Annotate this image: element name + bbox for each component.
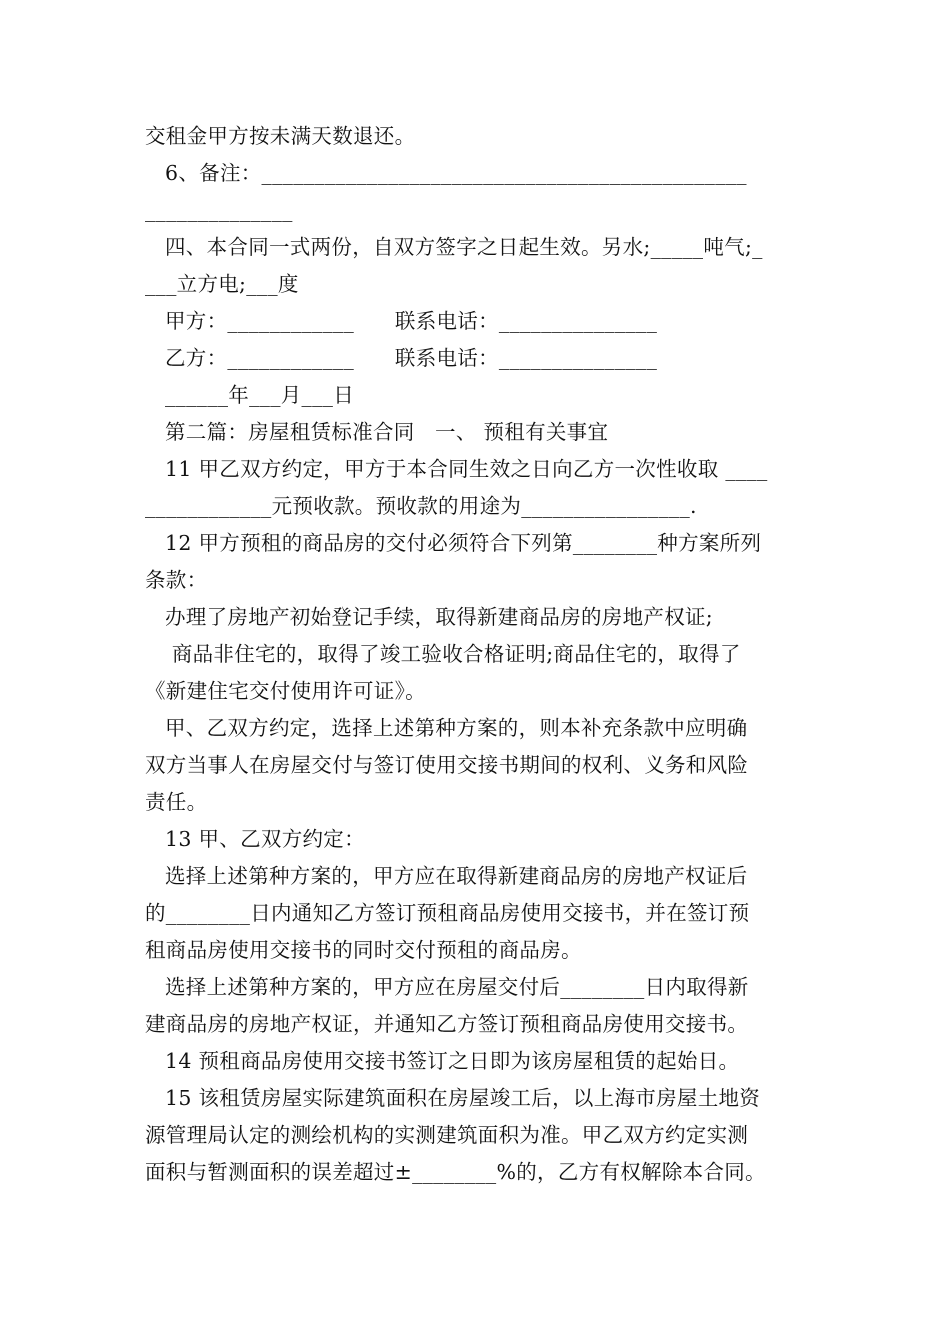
- remarks-line: 6、备注：______________________________________________: [165, 161, 747, 185]
- text-line: 《新建住宅交付使用许可证》。: [145, 679, 426, 703]
- text-line: ______________: [145, 198, 293, 222]
- text-line: 四、本合同一式两份，自双方签字之日起生效。另水;_____吨气;_: [165, 235, 763, 259]
- clause-13-line: 13 甲、乙双方约定：: [165, 827, 365, 851]
- text-line: 甲、乙双方约定，选择上述第种方案的，则本补充条款中应明确: [165, 716, 748, 740]
- text-line: 双方当事人在房屋交付与签订使用交接书期间的权利、义务和风险: [145, 753, 749, 777]
- text-line: 面积与暂测面积的误差超过±________%的，乙方有权解除本合同。: [145, 1160, 766, 1184]
- section-heading: 第二篇：房屋租赁标准合同 一、 预租有关事宜: [165, 420, 609, 444]
- clause-11-line: 11 甲乙双方约定，甲方于本合同生效之日向乙方一次性收取 ____: [165, 457, 768, 481]
- clause-12-line: 12 甲方预租的商品房的交付必须符合下列第________种方案所列: [165, 531, 762, 555]
- party-a-signature-line: 甲方：____________ 联系电话：_______________: [165, 309, 658, 333]
- text-line: 条款：: [145, 568, 208, 592]
- text-line: 责任。: [145, 790, 208, 814]
- text-line: ____________元预收款。预收款的用途为________________.: [145, 494, 697, 518]
- party-b-signature-line: 乙方：____________ 联系电话：_______________: [165, 346, 658, 370]
- text-line: 建商品房的房地产权证，并通知乙方签订预租商品房使用交接书。: [145, 1012, 749, 1036]
- text-line: 选择上述第种方案的，甲方应在房屋交付后________日内取得新: [165, 975, 749, 999]
- clause-15-line: 15 该租赁房屋实际建筑面积在房屋竣工后，以上海市房屋土地资: [165, 1086, 761, 1110]
- text-line: 选择上述第种方案的，甲方应在取得新建商品房的房地产权证后: [165, 864, 748, 888]
- text-line: 办理了房地产初始登记手续，取得新建商品房的房地产权证;: [165, 605, 714, 629]
- text-line: 交租金甲方按未满天数退还。: [145, 124, 416, 148]
- text-line: 源管理局认定的测绘机构的实测建筑面积为准。甲乙双方约定实测: [145, 1123, 749, 1147]
- text-line: 租商品房使用交接书的同时交付预租的商品房。: [145, 938, 582, 962]
- date-line: ______年___月___日: [165, 383, 354, 407]
- text-line: ___立方电;___度: [145, 272, 299, 296]
- text-line: 的________日内通知乙方签订预租商品房使用交接书，并在签订预: [145, 901, 750, 925]
- text-line: 商品非住宅的，取得了竣工验收合格证明;商品住宅的，取得了: [165, 642, 741, 666]
- clause-14-line: 14 预租商品房使用交接书签订之日即为该房屋租赁的起始日。: [165, 1049, 740, 1073]
